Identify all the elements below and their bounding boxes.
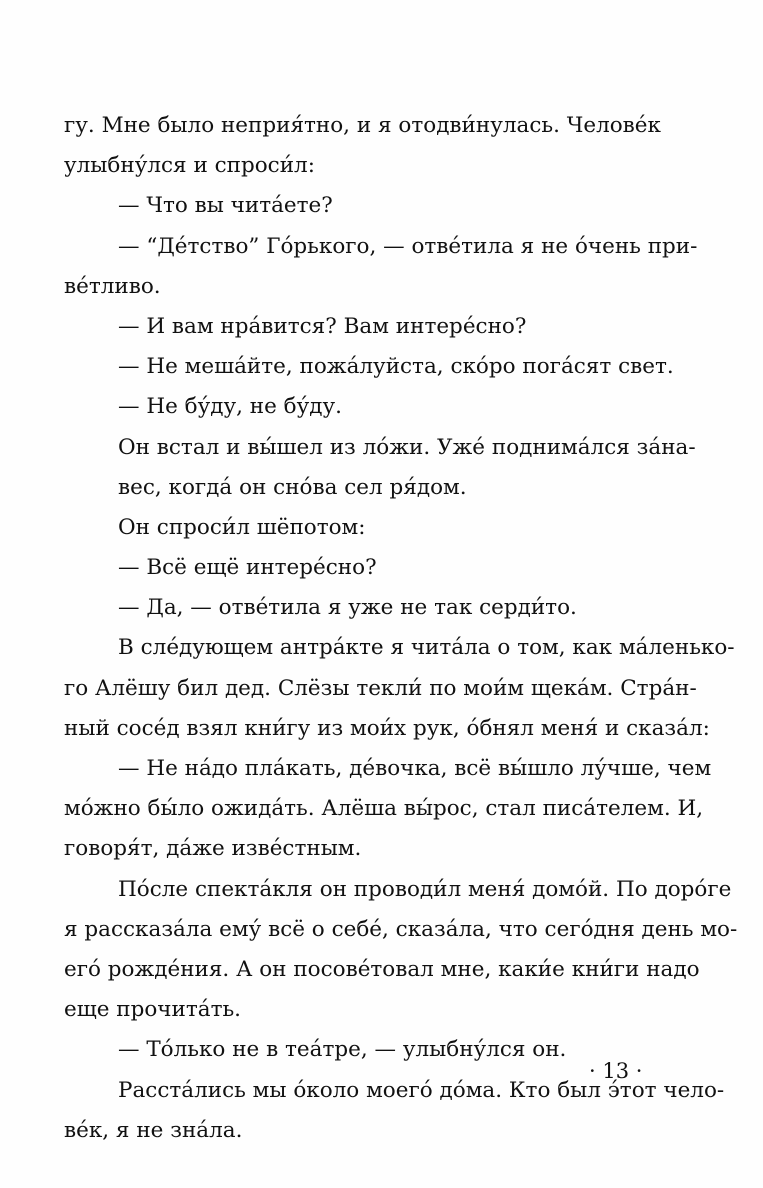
text-line: В сле́дующем антра́кте я чита́ла о том, как ма́ленько- — [118, 635, 735, 661]
text-line: я рассказа́ла ему́ всё о себе́, сказа́ла, что сего́дня день мо- — [64, 916, 738, 942]
text-line: вес, когда́ он сно́ва сел ря́дом. — [118, 474, 467, 500]
text-line: го Алёшу бил дед. Слёзы текли́ по мои́м щека́м. Стра́н- — [64, 675, 697, 701]
text-line: — Не бу́ду, не бу́ду. — [118, 394, 342, 420]
text-line: еще прочита́ть. — [64, 997, 241, 1023]
page-number: · 13 · — [589, 1059, 643, 1083]
text-line: его́ рожде́ния. А он посове́товал мне, каки́е кни́ги надо — [64, 956, 700, 982]
text-line: По́сле спекта́кля он проводи́л меня́ домо́й. По доро́ге — [118, 876, 732, 902]
text-line: Расста́лись мы о́коло моего́ до́ма. Кто был э́тот чело- — [118, 1077, 725, 1103]
text-line: говоря́т, да́же изве́стным. — [64, 836, 362, 862]
text-line: гу. Мне было неприя́тно, и я отодви́нулась. Челове́к — [64, 113, 661, 138]
text-line: — Да, — отве́тила я уже не так серди́то. — [118, 595, 577, 621]
page-text — [64, 106, 738, 1151]
text-line: — Всё ещё интере́сно? — [118, 555, 377, 581]
text-line: — То́лько не в теа́тре, — улыбну́лся он. — [118, 1037, 567, 1063]
text-line: — И вам нра́вится? Вам интере́сно? — [118, 313, 527, 339]
text-line: — Не на́до пла́кать, де́вочка, всё вы́шло лу́чше, чем — [118, 756, 712, 781]
text-line: ный сосе́д взял кни́гу из мои́х рук, о́бнял меня́ и сказа́л: — [64, 715, 710, 741]
text-line: — Что вы чита́ете? — [118, 193, 333, 219]
text-line: ве́тливо. — [64, 273, 161, 299]
text-line: Он встал и вы́шел из ло́жи. Уже́ поднима́лся за́на- — [118, 434, 696, 460]
text-line: мо́жно бы́ло ожида́ть. Алёша вы́рос, стал писа́телем. И, — [64, 796, 704, 822]
text-line: улыбну́лся и спроси́л: — [64, 153, 315, 179]
text-line: — Не меша́йте, пожа́луйста, ско́ро пога́сят свет. — [118, 354, 674, 380]
text-line: — “Де́тство” Го́рького, — отве́тила я не о́чень при- — [118, 233, 698, 259]
text-line: Он спроси́л шёпотом: — [118, 514, 366, 540]
text-line: ве́к, я не зна́ла. — [64, 1117, 243, 1143]
